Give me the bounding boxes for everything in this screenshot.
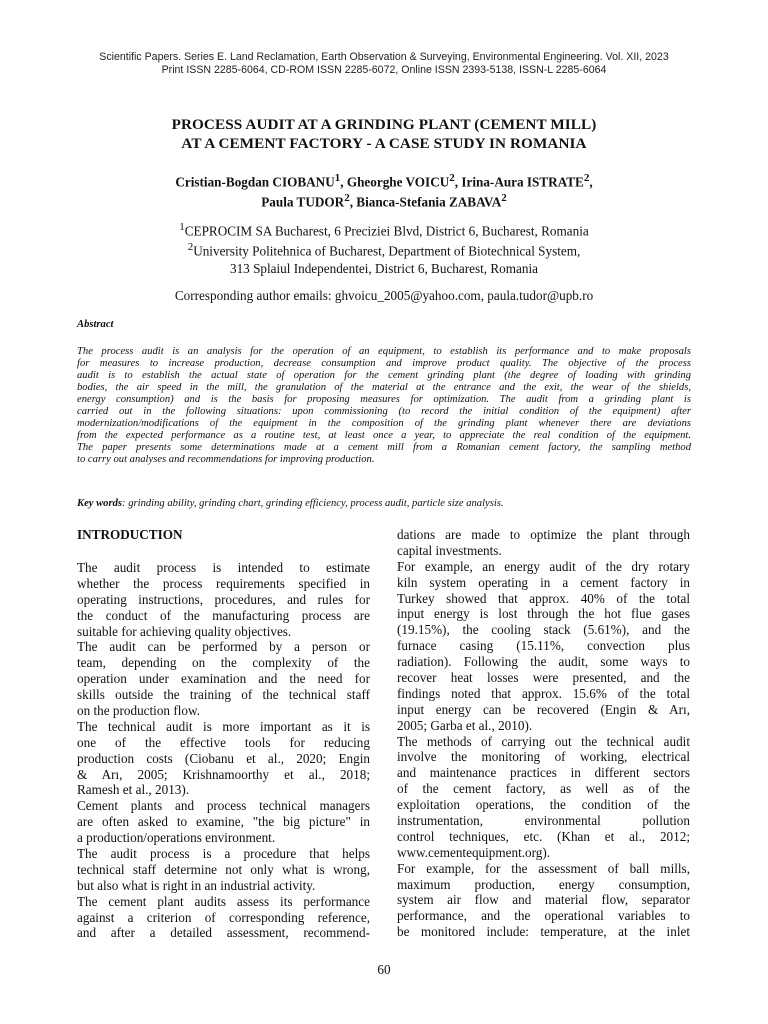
title-line-2: AT A CEMENT FACTORY - A CASE STUDY IN ROMANIA bbox=[181, 135, 587, 152]
text-line: findings noted that approx. 15.6% of the total bbox=[397, 685, 690, 701]
author-name: Irina-Aura ISTRATE bbox=[461, 174, 584, 190]
paragraph bbox=[77, 560, 370, 639]
abstract-body bbox=[77, 346, 691, 466]
text-line: input energy is lost through the hot flue gases bbox=[397, 606, 690, 622]
text-line: operating instructions, procedures, and rules for bbox=[77, 591, 370, 607]
author-affiliation-mark: 2 bbox=[501, 192, 507, 205]
author-name: Bianca-Stefania ZABAVA bbox=[356, 194, 502, 210]
paragraph bbox=[397, 527, 690, 559]
text-line: For example, for the assessment of ball mills, bbox=[397, 860, 690, 876]
text-line: a production/operations environment. bbox=[77, 830, 276, 846]
abstract-line: bodies, the air speed in the mill, the granulation of the material at the entrance and the exit, the wear of the shields, bbox=[77, 382, 691, 393]
abstract-line: The paper presents some determinations made at a cement mill from a Romanian cement factory, the sampling method bbox=[77, 442, 691, 453]
text-line: but also what is right in an industrial activity. bbox=[77, 877, 316, 893]
affiliation-text: University Politehnica of Bucharest, Department of Biotechnical System, bbox=[193, 243, 581, 259]
affiliation-text: CEPROCIM SA Bucharest, 6 Preciziei Blvd, District 6, Bucharest, Romania bbox=[184, 223, 589, 239]
text-line: instrumentation, environmental pollution bbox=[397, 813, 690, 829]
text-line: and after a detailed assessment, recommend- bbox=[77, 925, 370, 941]
abstract-line: The process audit is an analysis for the operation of an equipment, to establish its performance and to make proposals bbox=[77, 346, 691, 357]
author-name: Paula TUDOR bbox=[261, 194, 345, 210]
text-line: input energy can be recovered (Engin & Arı, bbox=[397, 701, 690, 717]
affiliation-2 bbox=[40, 239, 728, 259]
affiliation-mark: 1 bbox=[179, 221, 185, 233]
text-line: and maintenance practices in different sectors bbox=[397, 765, 690, 781]
text-line: exploitation operations, the condition of the bbox=[397, 797, 690, 813]
text-line: www.cementequipment.org). bbox=[397, 844, 551, 860]
text-line: Ramesh et al., 2013). bbox=[77, 782, 190, 798]
text-line: The audit process is a procedure that helps bbox=[77, 846, 370, 862]
section-heading-introduction: INTRODUCTION bbox=[77, 527, 183, 542]
text-line: The technical audit is more important as it is bbox=[77, 718, 370, 734]
right-column bbox=[397, 527, 690, 940]
author-line-2: Paula TUDOR$^2$, Bianca-Stefania ZABAVA$^2$ bbox=[261, 192, 507, 210]
abstract-heading: Abstract bbox=[77, 319, 114, 330]
text-line: & Arı, 2005; Krishnamoorthy et al., 2018; bbox=[77, 766, 370, 782]
left-column bbox=[77, 527, 370, 941]
keywords-label: Key words bbox=[77, 498, 123, 509]
paragraph bbox=[77, 719, 370, 798]
text-line: dations are made to optimize the plant through bbox=[397, 527, 690, 542]
text-line: capital investments. bbox=[397, 542, 502, 558]
text-line: The cement plant audits assess its performance bbox=[77, 893, 370, 909]
text-line: skills outside the training of the technical staff bbox=[77, 687, 370, 703]
text-line: whether the process requirements specified in bbox=[77, 575, 370, 591]
paragraph bbox=[77, 639, 370, 718]
text-line: performance, and the operational variables to bbox=[397, 908, 690, 924]
text-line: of the cement factory, as well as of the bbox=[397, 781, 690, 797]
text-line: operation under examination and the need for bbox=[77, 671, 370, 687]
text-line: maximum production, energy consumption, bbox=[397, 876, 690, 892]
text-line: Turkey showed that approx. 40% of the total bbox=[397, 590, 690, 606]
abstract-line: to carry out analyses and recommendations for improving production. bbox=[77, 454, 375, 465]
text-line: technical staff determine not only what is wrong, bbox=[77, 861, 370, 877]
author-affiliation-mark: 2 bbox=[449, 172, 455, 184]
text-line: are often asked to examine, "the big picture" in bbox=[77, 814, 370, 830]
keywords-text: : grinding ability, grinding chart, grinding efficiency, process audit, particle size analysis. bbox=[122, 498, 504, 509]
abstract-line: for measures to increase production, decrease consumption and improve product quality. The objective of the process bbox=[77, 358, 691, 369]
text-line: one of the effective tools for reducing bbox=[77, 734, 370, 750]
text-line: suitable for achieving quality objectives. bbox=[77, 623, 292, 639]
corresponding-emails: Corresponding author emails: ghvoicu_2005@yahoo.com, paula.tudor@upb.ro bbox=[174, 288, 594, 303]
text-line: against a criterion of corresponding reference, bbox=[77, 909, 370, 925]
paragraph bbox=[77, 798, 370, 846]
text-line: The methods of carrying out the technical audit bbox=[397, 733, 690, 749]
author-affiliation-mark: 2 bbox=[344, 192, 350, 205]
text-line: the conduct of the manufacturing process are bbox=[77, 607, 370, 623]
abstract-line: energy consumption) and is the basis for proposing measures for optimization. The audit from a grinding plant is bbox=[77, 394, 691, 405]
text-line: team, depending on the complexity of the bbox=[77, 655, 370, 671]
text-line: involve the monitoring of working, electrical bbox=[397, 749, 690, 765]
paper-title bbox=[40, 115, 728, 153]
text-line: control techniques, etc. (Khan et al., 2012; bbox=[397, 828, 690, 844]
text-line: kiln system operating in a cement factory in bbox=[397, 574, 690, 590]
affiliation-2-address: 313 Splaiul Independentei, District 6, Bucharest, Romania bbox=[229, 260, 538, 276]
paragraph bbox=[77, 846, 370, 894]
author-list bbox=[40, 170, 728, 211]
text-line: recover heat losses were presented, and the bbox=[397, 670, 690, 686]
text-line: system air flow and material flow, separator bbox=[397, 892, 690, 908]
text-line: radiation). Following the audit, some ways to bbox=[397, 654, 690, 670]
text-line: 2005; Garba et al., 2010). bbox=[397, 717, 533, 733]
abstract-line: modernization/modifications of the equipment in the composition of the grinding plant whenever there are deviations bbox=[77, 418, 691, 429]
author-name: Cristian-Bogdan CIOBANU bbox=[175, 174, 335, 190]
text-line: The audit can be performed by a person or bbox=[77, 639, 370, 655]
journal-line-1: Scientific Papers. Series E. Land Reclamation, Earth Observation & Surveying, Environmental Engineering. Vol. XII, 2023 bbox=[99, 51, 669, 63]
paragraph bbox=[397, 559, 690, 734]
keywords bbox=[77, 497, 691, 510]
text-line: The audit process is intended to estimate bbox=[77, 560, 370, 575]
journal-line-2: Print ISSN 2285-6064, CD-ROM ISSN 2285-6072, Online ISSN 2393-5138, ISSN-L 2285-6064 bbox=[161, 64, 607, 76]
author-affiliation-mark: 1 bbox=[334, 172, 341, 184]
page-number: 60 bbox=[377, 962, 391, 977]
paragraph bbox=[397, 734, 690, 861]
paragraph bbox=[77, 894, 370, 942]
text-line: Cement plants and process technical managers bbox=[77, 798, 370, 814]
text-line: For example, an energy audit of the dry rotary bbox=[397, 558, 690, 574]
affiliation-1 bbox=[40, 219, 728, 239]
text-line: production costs (Ciobanu et al., 2020; Engin bbox=[77, 750, 370, 766]
abstract-line: audit is to establish the actual state of operation for the cement grinding plant (the degree of loading with grinding bbox=[77, 370, 691, 381]
affiliations bbox=[40, 219, 728, 277]
journal-header bbox=[40, 51, 728, 77]
text-line: (19.15%), the cooling stack (5.61%), and the bbox=[397, 622, 690, 638]
text-line: be monitored include: temperature, at the inlet bbox=[397, 924, 690, 940]
paragraph bbox=[397, 861, 690, 940]
abstract-line: carried out in the following situations: upon commissioning (to record the initial condition of the equipment) after bbox=[77, 406, 691, 417]
author-name: Gheorghe VOICU bbox=[346, 174, 450, 190]
title-line-1: PROCESS AUDIT AT A GRINDING PLANT (CEMENT MILL) bbox=[171, 116, 597, 133]
abstract-line: from the expected performance as a routine test, at least once a year, to appreciate the real condition of the equipment. bbox=[77, 430, 691, 441]
affiliation-mark: 2 bbox=[187, 241, 194, 254]
author-line-1: Cristian-Bogdan CIOBANU$^1$, Gheorghe VOICU$^2$, Irina-Aura ISTRATE$^2$, bbox=[175, 172, 593, 190]
text-line: on the production flow. bbox=[77, 703, 200, 719]
text-line: furnace casing (15.11%, convection plus bbox=[397, 638, 690, 654]
author-affiliation-mark: 2 bbox=[583, 172, 590, 184]
